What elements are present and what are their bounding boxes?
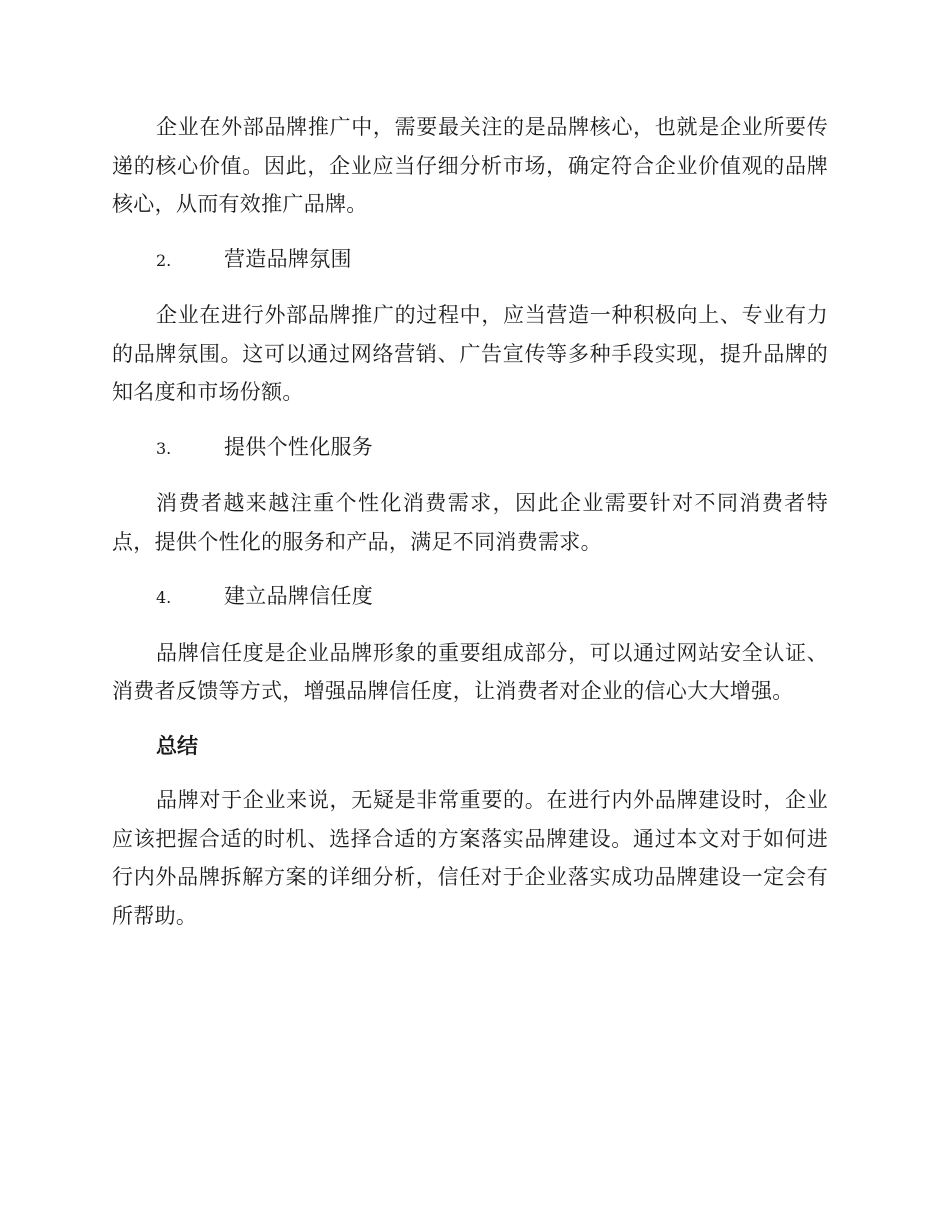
list-title: 提供个性化服务 bbox=[224, 434, 374, 459]
list-title: 建立品牌信任度 bbox=[224, 584, 374, 608]
list-number: 3. bbox=[156, 438, 172, 458]
list-number: 2. bbox=[156, 250, 172, 270]
list-item-brand-atmosphere bbox=[112, 240, 828, 281]
list-item-personalized-service bbox=[112, 428, 828, 469]
paragraph-brand-core: 企业在外部品牌推广中，需要最关注的是品牌核心，也就是企业所要传递的核心价值。因此，企业应当仔细分析市场，确定符合企业价值观的品牌核心，从而有效推广品牌。 bbox=[112, 115, 828, 216]
paragraph-personalized-service: 消费者越来越注重个性化消费需求，因此企业需要针对不同消费者特点，提供个性化的服务和产品，满足不同消费需求。 bbox=[112, 491, 828, 554]
list-title: 营造品牌氛围 bbox=[224, 246, 352, 271]
paragraph-brand-atmosphere: 企业在进行外部品牌推广的过程中，应当营造一种积极向上、专业有力的品牌氛围。这可以通过网络营销、广告宣传等多种手段实现，提升品牌的知名度和市场份额。 bbox=[112, 303, 828, 404]
paragraph-brand-trust: 品牌信任度是企业品牌形象的重要组成部分，可以通过网站安全认证、消费者反馈等方式，增强品牌信任度，让消费者对企业的信心大大增强。 bbox=[112, 640, 828, 703]
summary-heading: 总结 bbox=[156, 733, 198, 758]
document-page bbox=[112, 108, 828, 951]
list-item-brand-trust bbox=[112, 577, 828, 618]
list-number: 4. bbox=[156, 588, 172, 607]
paragraph-summary: 品牌对于企业来说，无疑是非常重要的。在进行内外品牌建设时，企业应该把握合适的时机、选择合适的方案落实品牌建设。通过本文对于如何进行内外品牌拆解方案的详细分析，信任对于企业落实成功品牌建设一定会有所帮助。 bbox=[112, 788, 828, 928]
